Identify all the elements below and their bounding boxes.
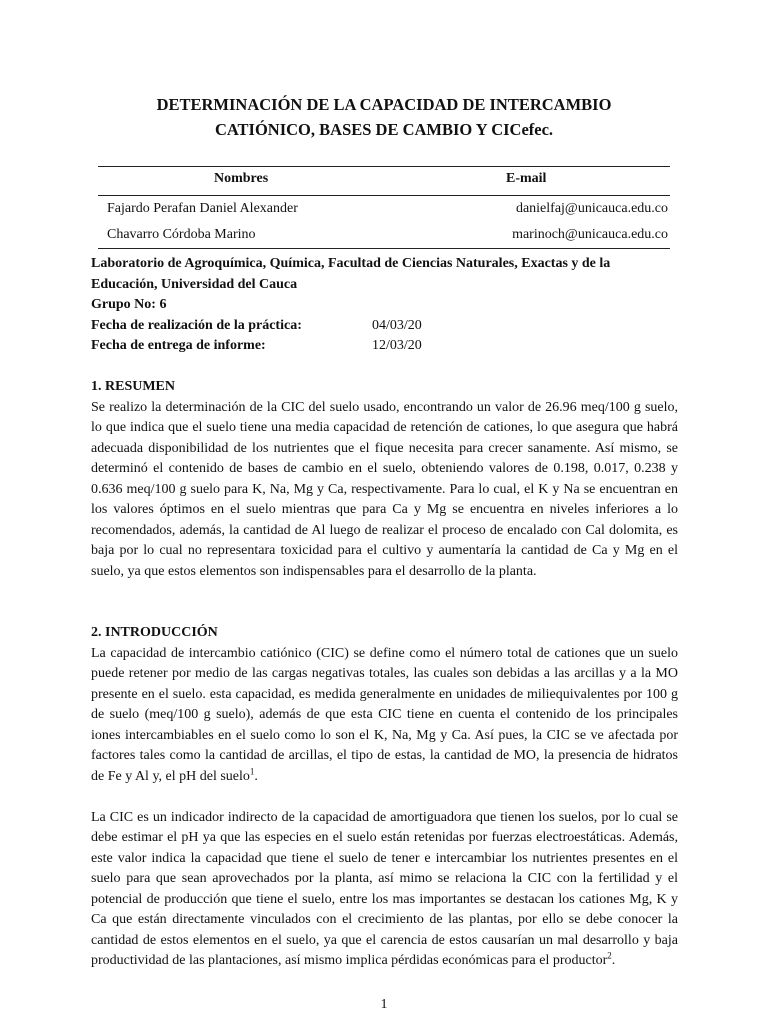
practice-date-label: Fecha de realización de la práctica:: [91, 317, 302, 333]
delivery-date: [91, 336, 671, 357]
column-header-names: Nombres: [214, 171, 269, 186]
section-heading-introduccion: 2. INTRODUCCIÓN: [91, 625, 218, 640]
lab-affiliation-line-2: Educación, Universidad del Cauca: [91, 276, 298, 292]
section-resumen: [91, 377, 678, 582]
document-title: [100, 92, 668, 142]
delivery-date-label: Fecha de entrega de informe:: [91, 338, 266, 353]
author-name: Fajardo Perafan Daniel Alexander: [107, 201, 298, 216]
reference-2: 2: [607, 950, 612, 961]
intro-paragraph-2-end: .: [611, 953, 616, 968]
author-name: Chavarro Córdoba Marino: [107, 227, 256, 242]
title-line-2: CATIÓNICO, BASES DE CAMBIO Y CICefec.: [214, 120, 554, 139]
section-heading-resumen: 1. RESUMEN: [91, 379, 176, 394]
title-line-1: DETERMINACIÓN DE LA CAPACIDAD DE INTERCAMBIO: [156, 95, 612, 114]
resumen-paragraph: Se realizo la determinación de la CIC del suelo usado, encontrando un valor de 26.96 meq/100 g suelo, lo que indica que el suelo tiene una media capacidad de retención de cationes, lo que asegura que habrá adecuada disponibilidad de los nutrientes que el fique necesita para crecer sanamente. Así mismo, se determinó el contenido de bases de cambio en el suelo, obteniendo valores de 0.198, 0.017, 0.238 y 0.636 meq/100 g suelo para K, Na, Mg y Ca, respectivamente. Para lo cual, el K y Na se encuentran en los valores óptimos en el suelo mientras que para Ca y Mg se encuentra en niveles inferiores a lo recomendados, además, la cantidad de Al luego de realizar el proceso de encalado con Cal dolomita, es baja por lo cual no representara toxicidad para el cultivo y aumentaría la cantidad de Ca y Mg en el suelo, ya que estos elementos son indispensables para el desarrollo de la planta.: [91, 399, 678, 579]
practice-date: [91, 316, 671, 337]
intro-paragraph-2-text: La CIC es un indicador indirecto de la capacidad de amortiguadora que tienen los suelos, por lo cual se debe estimar el pH ya que las especies en el suelo están retenidas por fuerzas electroestáticas. Además, este valor indica la capacidad que tiene el suelo de tener e intercambiar los nutrientes presentes en el suelo para que sean aprovechados por la planta, así mimo se relaciona la CIC con la fertilidad y el potencial de producción que tiene el suelo, entre los mas importantes se destacan los cationes Mg, K y Ca que están directamente vinculados con el crecimiento de las plantas, por ello se debe conocer la cantidad de estos elementos en el suelo, ya que el carencia de estos causarían un mal desarrollo y baja productividad de las plantaciones, así mismo implica pérdidas económicas para el productor: [91, 809, 678, 968]
column-header-email: E-mail: [506, 171, 547, 186]
authors-table: [98, 166, 670, 249]
authors-table-header: [98, 167, 670, 196]
intro-paragraph-1: [91, 644, 678, 788]
delivery-date-value: 12/03/20: [372, 338, 422, 353]
practice-date-value: 04/03/20: [372, 317, 422, 333]
intro-paragraph-2: [91, 808, 678, 972]
intro-paragraph-1-text: La capacidad de intercambio catiónico (CIC) se define como el número total de cationes que un suelo puede retener por medio de las cargas negativas totales, las cuales son debidas a las arcillas y a la MO presente en el suelo. esta capacidad, es medida generalmente en unidades de miliequivalentes por 100 g de suelo (meq/100 g suelo), además de que esta CIC tiene en cuenta el contenido de los principales iones intercambiables en el suelo como lo son el K, Na, Mg y Ca. Así pues, la CIC se ve afectada por factores tales como la cantidad de arcillas, el tipo de estas, la cantidad de MO, la presencia de hidratos de Fe y Al y, el pH del suelo: [91, 645, 678, 784]
page-number: 1: [380, 997, 388, 1012]
group-number: Grupo No: 6: [91, 297, 167, 312]
section-introduccion: [91, 623, 678, 972]
table-row: [98, 196, 670, 222]
reference-1: 1: [249, 765, 255, 776]
author-email: danielfaj@unicauca.edu.co: [515, 201, 668, 216]
author-email: marinoch@unicauca.edu.co: [512, 227, 668, 242]
intro-paragraph-1-end: .: [254, 768, 258, 784]
lab-affiliation-line-1: Laboratorio de Agroquímica, Química, Facultad de Ciencias Naturales, Exactas y de la: [91, 256, 611, 271]
table-row: [98, 222, 670, 248]
report-metadata: [91, 254, 671, 357]
